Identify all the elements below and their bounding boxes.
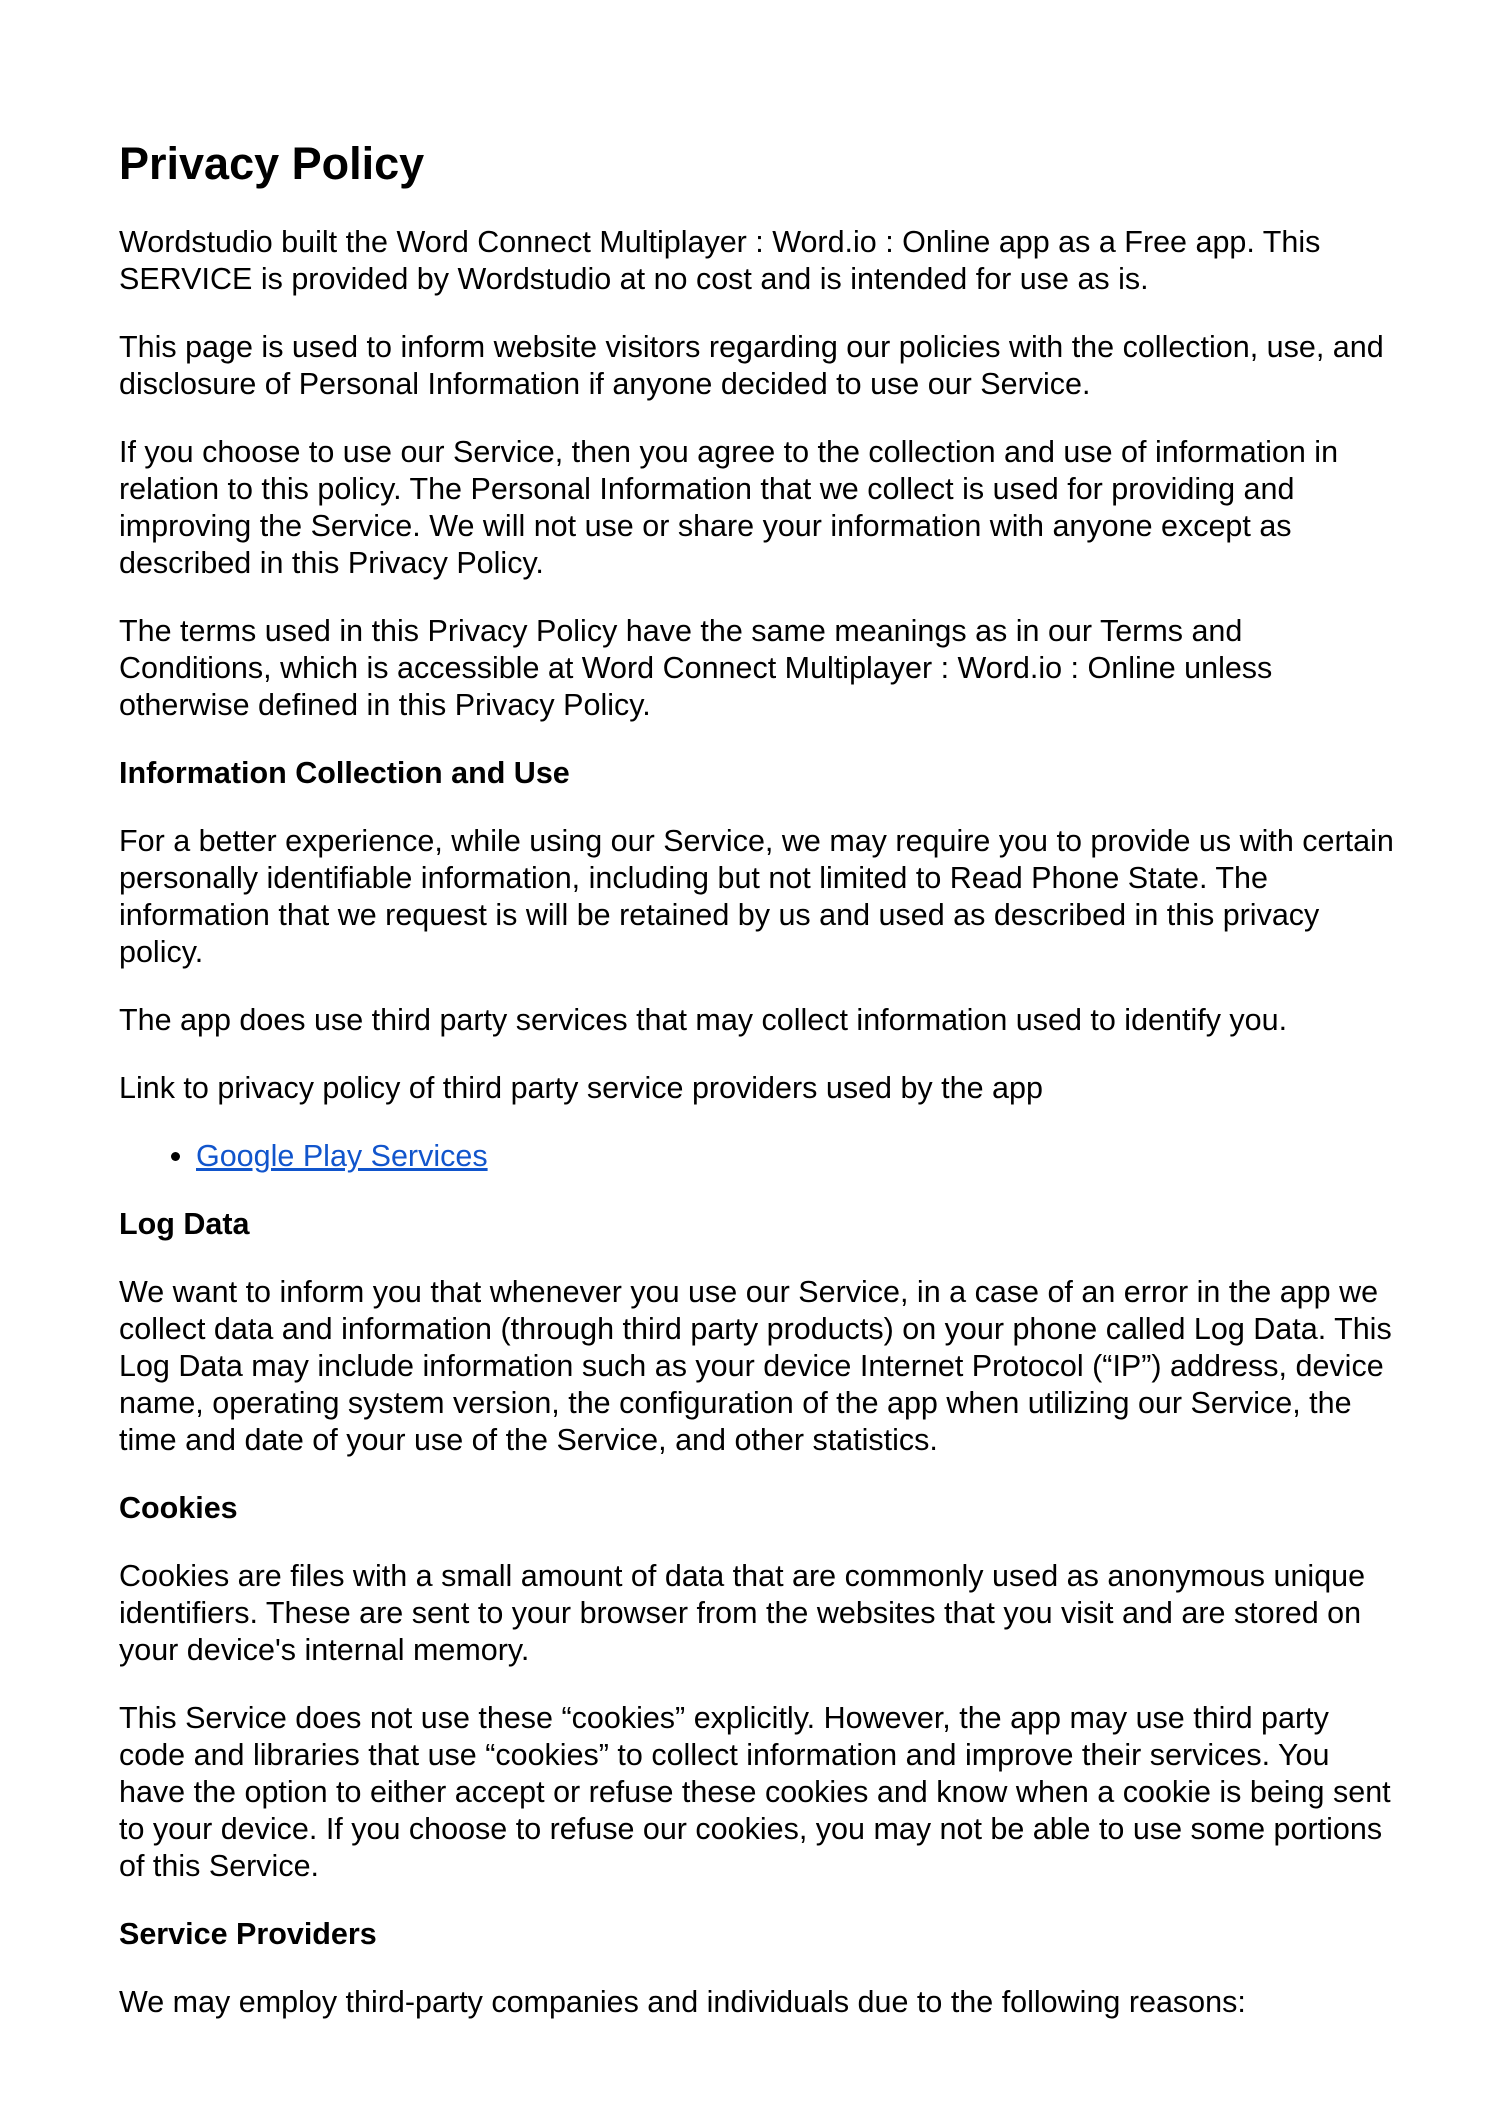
intro-paragraph-1: Wordstudio built the Word Connect Multiplayer : Word.io : Online app as a Free app. This SERVICE is provided by Wordstudio at no cost and is intended for use as is. bbox=[119, 225, 1321, 296]
google-play-services-link[interactable]: Google Play Services bbox=[196, 1139, 488, 1173]
third-party-links-list bbox=[119, 1138, 1394, 1175]
section-heading-information-collection: Information Collection and Use bbox=[119, 756, 570, 790]
cookies-paragraph-2: This Service does not use these “cookies” explicitly. However, the app may use third party code and libraries that use “cookies” to collect information and improve their services. You have the option to either accept or refuse these cookies and know when a cookie is being sent to your device. If you choose to refuse our cookies, you may not be able to use some portions of this Service. bbox=[119, 1701, 1391, 1883]
section-heading-cookies: Cookies bbox=[119, 1491, 238, 1525]
information-paragraph-3: Link to privacy policy of third party service providers used by the app bbox=[119, 1071, 1043, 1105]
information-paragraph-1: For a better experience, while using our Service, we may require you to provide us with certain personally identifiable information, including but not limited to Read Phone State. The information that we request is will be retained by us and used as described in this privacy policy. bbox=[119, 824, 1394, 969]
log-data-paragraph-1: We want to inform you that whenever you use our Service, in a case of an error in the app we collect data and information (through third party products) on your phone called Log Data. This Log Data may include information such as your device Internet Protocol (“IP”) address, device name, operating system version, the configuration of the app when utilizing our Service, the time and date of your use of the Service, and other statistics. bbox=[119, 1275, 1392, 1457]
service-providers-paragraph-1: We may employ third-party companies and individuals due to the following reasons: bbox=[119, 1985, 1246, 2019]
list-item bbox=[196, 1138, 1394, 1175]
intro-paragraph-4: The terms used in this Privacy Policy have the same meanings as in our Terms and Conditions, which is accessible at Word Connect Multiplayer : Word.io : Online unless otherwise defined in this Privacy Policy. bbox=[119, 614, 1273, 722]
cookies-paragraph-1: Cookies are files with a small amount of data that are commonly used as anonymous unique identifiers. These are sent to your browser from the websites that you visit and are stored on your device's internal memory. bbox=[119, 1559, 1366, 1667]
information-paragraph-2: The app does use third party services that may collect information used to identify you. bbox=[119, 1003, 1288, 1037]
document-page bbox=[119, 138, 1394, 2052]
section-heading-log-data: Log Data bbox=[119, 1207, 250, 1241]
intro-paragraph-3: If you choose to use our Service, then you agree to the collection and use of information in relation to this policy. The Personal Information that we collect is used for providing and improving the Service. We will not use or share your information with anyone except as described in this Privacy Policy. bbox=[119, 435, 1339, 580]
section-heading-service-providers: Service Providers bbox=[119, 1917, 377, 1951]
page-title: Privacy Policy bbox=[119, 138, 425, 189]
intro-paragraph-2: This page is used to inform website visitors regarding our policies with the collection, use, and disclosure of Personal Information if anyone decided to use our Service. bbox=[119, 330, 1384, 401]
